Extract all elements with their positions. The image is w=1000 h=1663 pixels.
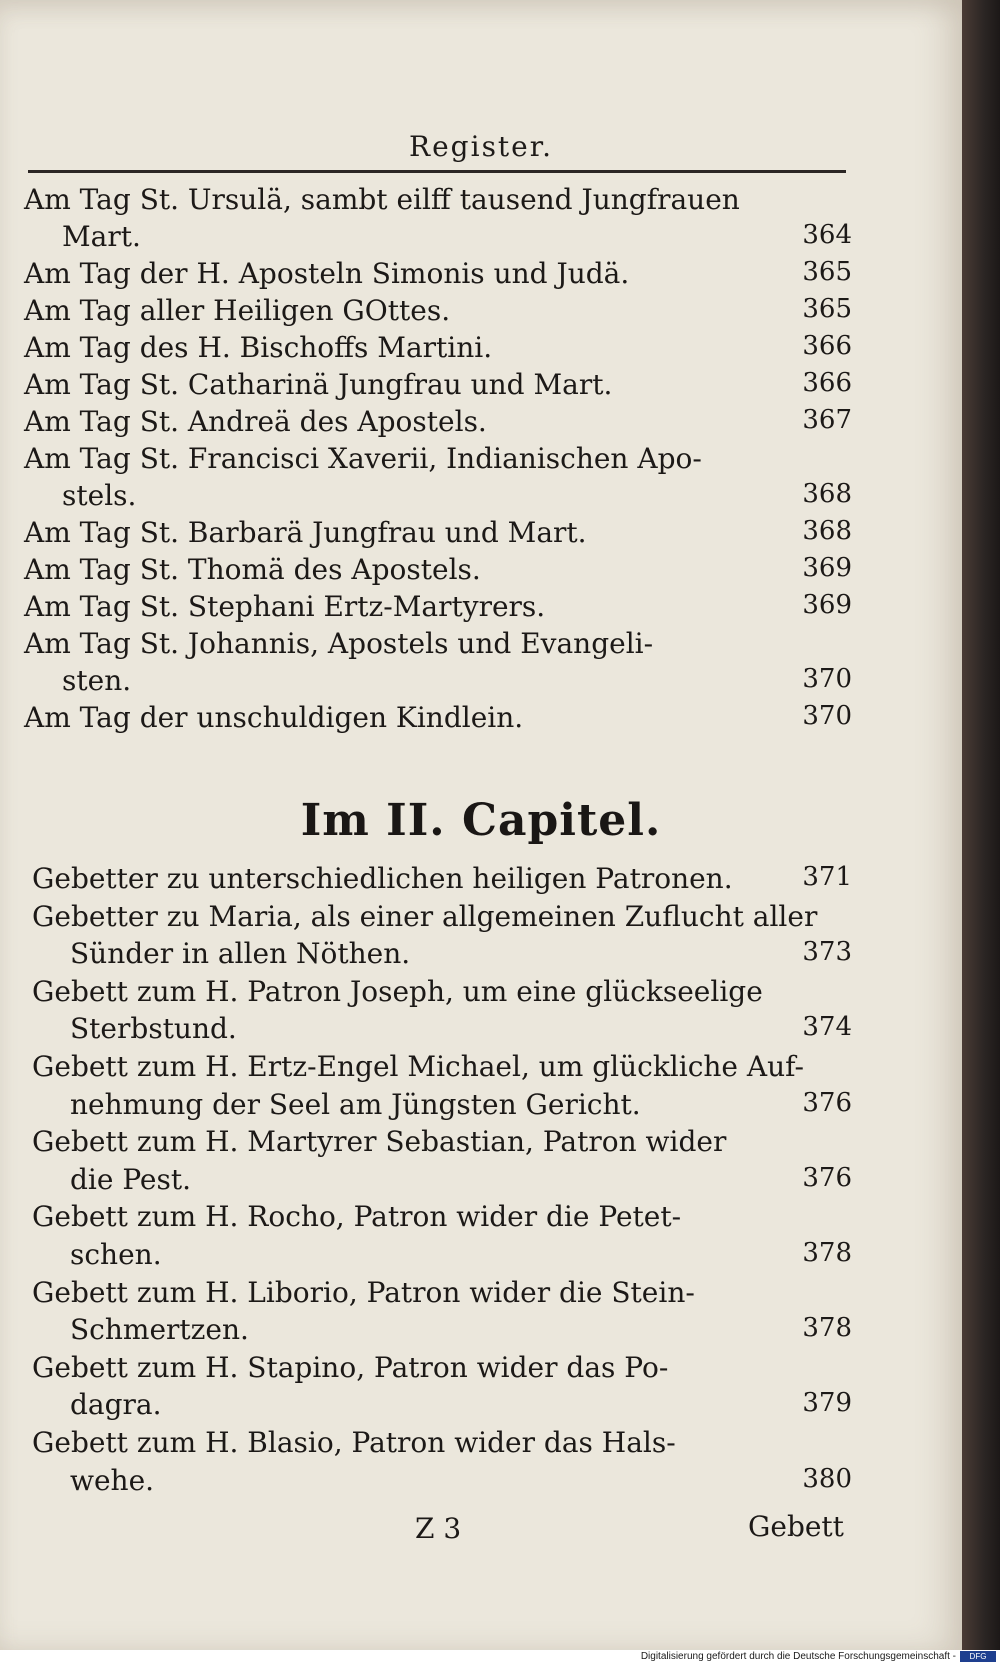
register-entry-line [0, 590, 962, 626]
register-entry-line [0, 1088, 962, 1124]
register-entry-line [0, 1163, 962, 1199]
register-entry-line [0, 1050, 962, 1086]
signature-mark: Z 3 [415, 1512, 462, 1545]
entry-page-number: 365 [802, 257, 852, 287]
attribution-bar [0, 1650, 1000, 1663]
entry-page-number: 367 [802, 405, 852, 435]
entry-text: Am Tag St. Barbarä Jungfrau und Mart. [24, 516, 587, 549]
register-entry-line [0, 1276, 962, 1312]
entry-page-number: 369 [802, 553, 852, 583]
entry-text: Am Tag St. Johannis, Apostels und Evangeli- [24, 627, 654, 660]
entry-page-number: 366 [802, 368, 852, 398]
entry-text: Am Tag St. Thomä des Apostels. [24, 553, 481, 586]
entry-page-number: 371 [802, 862, 852, 892]
entry-page-number: 370 [802, 664, 852, 694]
entry-text: Mart. [62, 220, 141, 253]
register-entry-line [0, 294, 962, 330]
entry-text: Am Tag St. Francisci Xaverii, Indianischen Apo- [24, 442, 702, 475]
register-entry-line [0, 479, 962, 515]
register-entry-line [0, 664, 962, 700]
chapter-heading: Im II. Capitel. [300, 795, 662, 846]
entry-text: Am Tag des H. Bischoffs Martini. [24, 331, 493, 364]
entry-text: Am Tag St. Ursulä, sambt eilff tausend Jungfrauen [24, 183, 740, 216]
register-entry-line [0, 937, 962, 973]
entry-text: Gebett zum H. Patron Joseph, um eine glückseelige [32, 974, 763, 1008]
catchword: Gebett [748, 1510, 844, 1543]
entry-text: Am Tag der unschuldigen Kindlein. [24, 701, 524, 734]
entry-text: Gebetter zu unterschiedlichen heiligen Patronen. [32, 862, 733, 895]
register-entry-line [0, 1388, 962, 1424]
register-entry-line [0, 1313, 962, 1349]
entry-page-number: 365 [802, 294, 852, 324]
register-entry-line [0, 1125, 962, 1161]
entry-text: die Pest. [70, 1162, 192, 1196]
register-entry-line [0, 701, 962, 737]
entry-text: Gebett zum H. Stapino, Patron wider das Po- [32, 1350, 669, 1384]
entry-page-number: 364 [802, 220, 852, 250]
entry-text: Schmertzen. [70, 1313, 249, 1347]
entry-text: Gebett zum H. Ertz-Engel Michael, um glückliche Auf- [32, 1050, 804, 1083]
entry-text: Gebetter zu Maria, als einer allgemeinen Zuflucht aller [32, 899, 818, 933]
register-entry-line [0, 1200, 962, 1236]
entry-text: Gebett zum H. Martyrer Sebastian, Patron wider [32, 1125, 727, 1159]
entry-page-number: 368 [802, 516, 852, 546]
entry-text: Am Tag St. Andreä des Apostels. [24, 405, 487, 438]
register-entry-line [0, 1351, 962, 1387]
entry-page-number: 378 [802, 1238, 852, 1268]
entry-page-number: 370 [802, 701, 852, 731]
register-entry-line [0, 220, 962, 256]
book-edge [962, 0, 1000, 1650]
register-entry-line [0, 257, 962, 293]
register-entry-line [0, 862, 962, 898]
attribution-text: Digitalisierung gefördert durch die Deutsche Forschungsgemeinschaft - [640, 1651, 956, 1662]
register-entry-line [0, 975, 962, 1011]
entry-page-number: 376 [802, 1162, 852, 1193]
register-entry-line [0, 405, 962, 441]
register-entry-line [0, 900, 962, 936]
entry-page-number: 376 [802, 1087, 852, 1118]
register-entry-line [0, 442, 962, 478]
entry-text: Gebett zum H. Liborio, Patron wider die Stein- [32, 1275, 695, 1309]
entry-text: Am Tag aller Heiligen GOttes. [24, 294, 451, 327]
entry-page-number: 374 [802, 1012, 852, 1043]
register-entry-line [0, 1238, 962, 1274]
entry-text: Gebett zum H. Rocho, Patron wider die Petet- [32, 1200, 682, 1234]
header-rule [28, 170, 846, 173]
entry-page-number: 366 [802, 331, 852, 361]
entry-text: dagra. [70, 1388, 162, 1422]
entry-page-number: 369 [802, 590, 852, 620]
entry-text: Am Tag der H. Aposteln Simonis und Judä. [24, 257, 630, 290]
page-header-title: Register. [409, 130, 553, 163]
register-entry-line [0, 183, 962, 219]
entry-text: Am Tag St. Stephani Ertz-Martyrers. [24, 590, 546, 623]
register-entry-line [0, 1464, 962, 1500]
entry-page-number: 379 [802, 1388, 852, 1419]
entry-text: Sünder in allen Nöthen. [70, 937, 411, 971]
entry-text: sten. [62, 664, 132, 697]
dfg-logo: DFG [960, 1651, 996, 1662]
entry-page-number: 378 [802, 1313, 852, 1344]
register-entry-line [0, 516, 962, 552]
entry-text: schen. [70, 1238, 162, 1271]
entry-text: stels. [62, 479, 137, 512]
register-entry-line [0, 553, 962, 589]
register-entry-line [0, 1426, 962, 1462]
entry-text: Sterbstund. [70, 1012, 237, 1046]
register-entry-line [0, 1012, 962, 1048]
entry-page-number: 373 [802, 937, 852, 968]
register-entry-line [0, 331, 962, 367]
register-entry-line [0, 627, 962, 663]
entry-page-number: 380 [802, 1463, 852, 1494]
entry-text: wehe. [70, 1463, 155, 1497]
entry-text: Am Tag St. Catharinä Jungfrau und Mart. [24, 368, 613, 401]
entry-page-number: 368 [802, 479, 852, 509]
entry-text: Gebett zum H. Blasio, Patron wider das Hals- [32, 1426, 676, 1459]
entry-text: nehmung der Seel am Jüngsten Gericht. [70, 1087, 641, 1121]
register-entry-line [0, 368, 962, 404]
